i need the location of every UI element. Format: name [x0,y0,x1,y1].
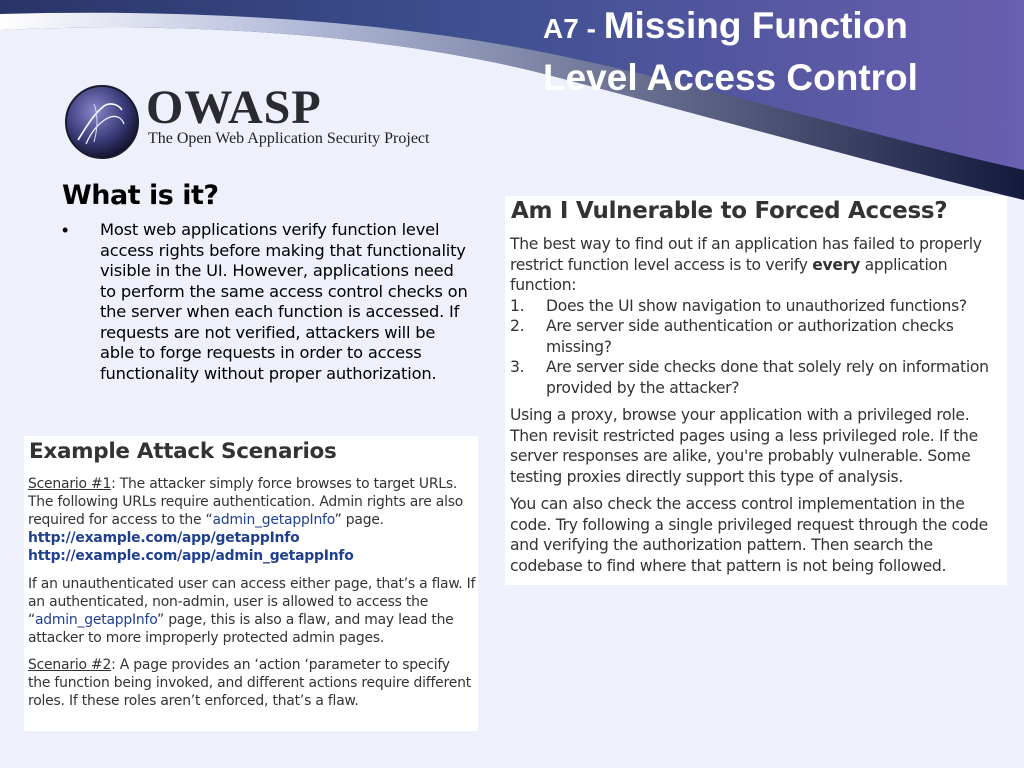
vulnerable-heading: Am I Vulnerable to Forced Access? [511,198,948,224]
vulnerable-checklist [510,296,1006,399]
vulnerable-panel [505,196,1007,585]
what-is-it-bullet [62,220,472,384]
owasp-logo [64,81,454,162]
title-prefix: A7 - [543,13,604,44]
title-line2: Level Access Control [543,57,918,98]
title-line1: Missing Function [603,5,908,46]
vulnerable-proxy-paragraph: Using a proxy, browse your application with a privileged role. Then revisit restricted pages using a less privileged role. If the server responses are alike, you're probably vulnerable. Some testing proxies directly support this type of analysis. [510,406,978,486]
list-item: 3. Are server side checks done that solely rely on information provided by the attacker? [510,358,989,397]
what-is-it-heading: What is it? [62,180,219,211]
what-is-it-text: Most web applications verify function level access rights before making that functionality visible in the UI. However, applications need to perform the same access control checks on the server when each function is accessed. If requests are not verified, attackers will be able to forge requests in order to access functionality without proper authorization. [100,220,468,383]
scenarios-panel [24,436,478,731]
owasp-wordmark: OWASP [146,81,322,134]
scenario-2-paragraph: Scenario #2: A page provides an ‘action ‘parameter to specify the function being invoked, and different actions require different roles. If these roles aren’t enforced, that’s a flaw. [28,657,471,709]
scenarios-heading: Example Attack Scenarios [29,439,337,464]
owasp-globe-icon [64,84,140,160]
bullet-icon: • [62,220,69,240]
slide-title [543,4,1013,100]
scenario-1-paragraph: Scenario #1: The attacker simply force browses to target URLs. The following URLs require authentication. Admin rights are also required for access to the “admin_getappInfo” page. [28,476,464,528]
vulnerable-intro: The best way to find out if an application has failed to properly restrict function level access is to verify every application function: [510,235,982,294]
vulnerable-code-paragraph: You can also check the access control implementation in the code. Try following a single privileged request through the code and verifying the authorization pattern. Then search the codebase to find where that pattern is not being followed. [510,495,988,575]
scenario-1-explanation: If an unauthenticated user can access either page, that’s a flaw. If an authenticated, non-admin, user is allowed to access the “admin_getappInfo” page, this is also a flaw, and may lead the attacker to more improperly protected admin pages. [28,576,476,646]
list-item: 2. Are server side authentication or authorization checks missing? [510,317,954,356]
url-getappinfo[interactable]: http://example.com/app/getappInfo [28,530,300,546]
list-item: 1. Does the UI show navigation to unauthorized functions? [510,296,967,315]
url-admin-getappinfo[interactable]: http://example.com/app/admin_getappInfo [28,548,354,564]
owasp-subtitle: The Open Web Application Security Project [148,130,430,147]
